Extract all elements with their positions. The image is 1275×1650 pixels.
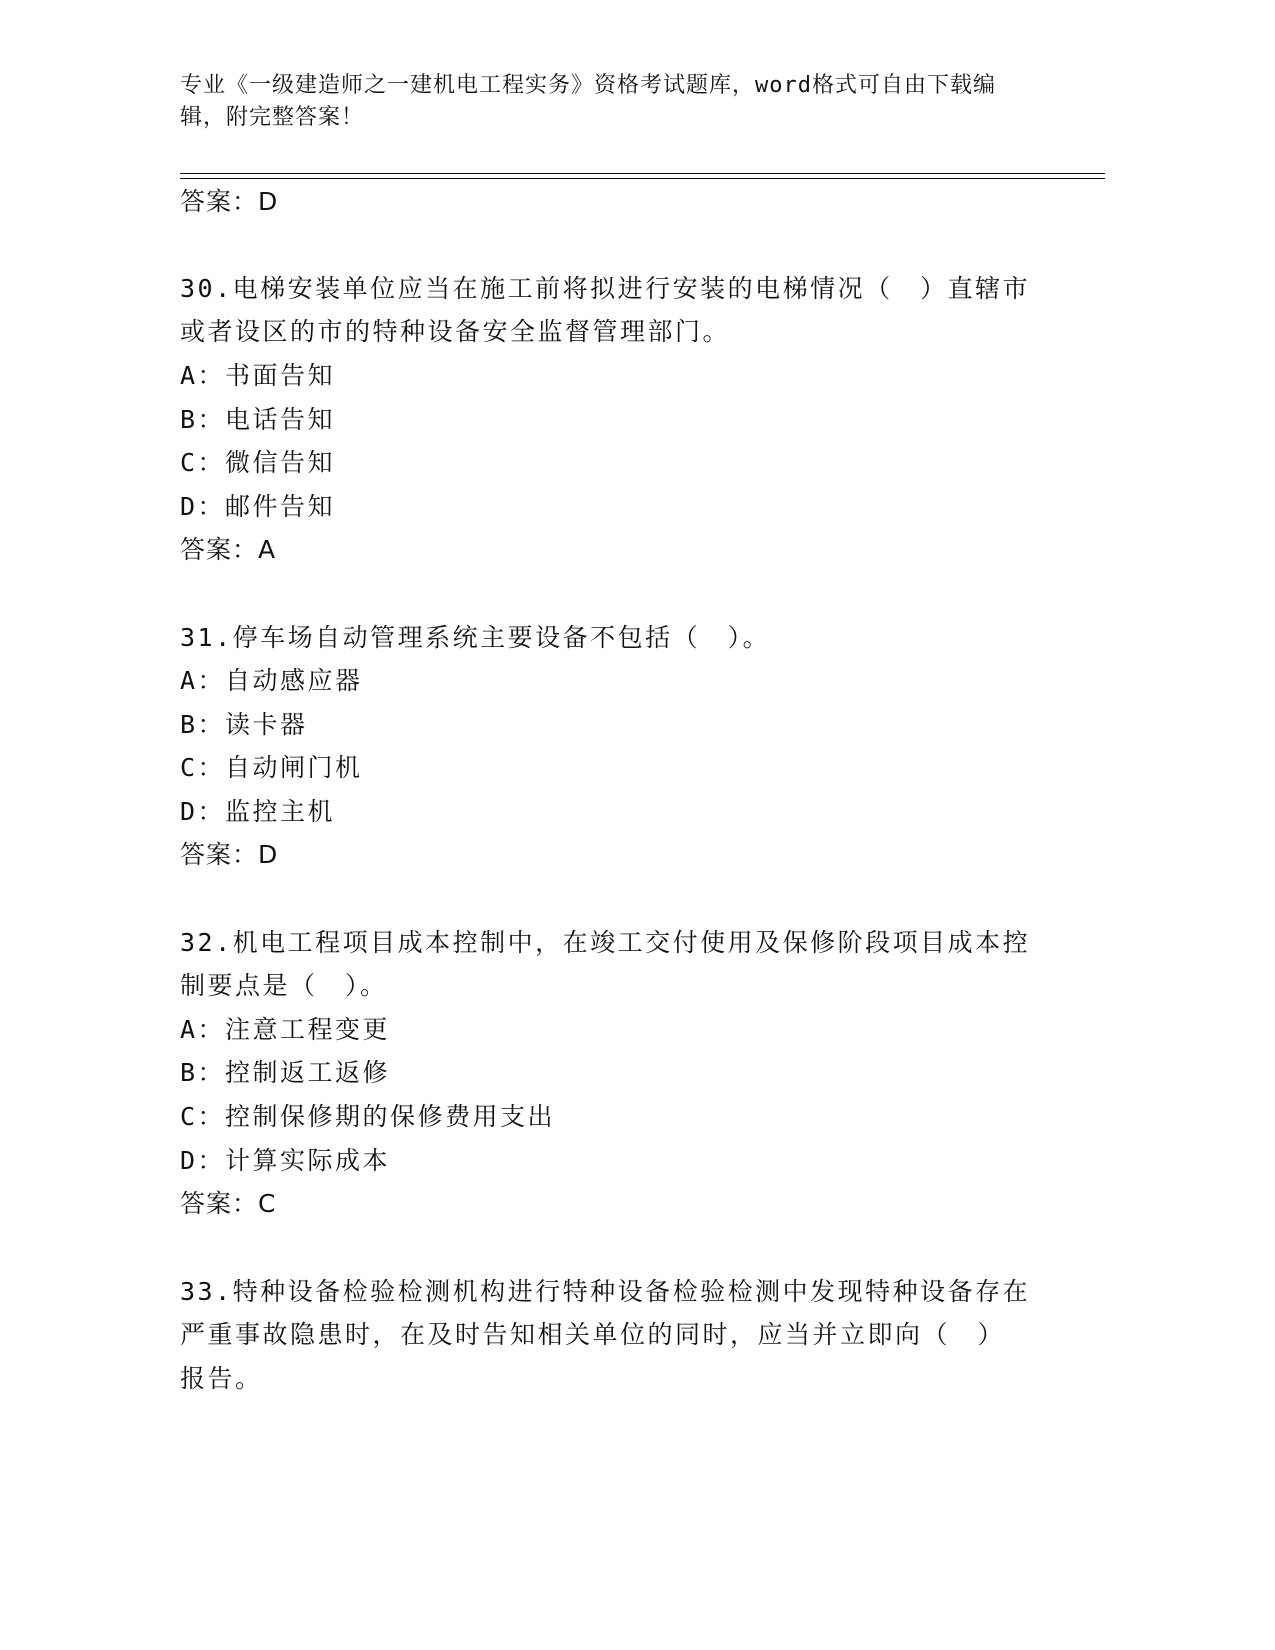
header-line-2: 辑，附完整答案！ <box>180 105 365 130</box>
question-32-stem-line-2: 制要点是（ ）。 <box>180 971 388 1000</box>
question-32-option-b: B：控制返工返修 <box>180 1058 391 1087</box>
question-33-stem-line-1: 33.特种设备检验检测机构进行特种设备检验检测中发现特种设备存在 <box>180 1277 1031 1306</box>
question-32-option-a: A：注意工程变更 <box>180 1015 391 1044</box>
question-33-stem-line-3: 报告。 <box>180 1364 263 1393</box>
question-31-option-d: D：监控主机 <box>180 797 336 826</box>
question-32-stem-line-1: 32.机电工程项目成本控制中，在竣工交付使用及保修阶段项目成本控 <box>180 928 1031 957</box>
question-31-answer: 答案：D <box>180 840 279 869</box>
previous-answer: 答案：D <box>180 187 279 216</box>
question-30-option-a: A：书面告知 <box>180 361 336 390</box>
question-30-answer: 答案：A <box>180 535 277 564</box>
question-31-option-a: A：自动感应器 <box>180 666 363 695</box>
question-30-option-d: D：邮件告知 <box>180 492 336 521</box>
question-30-stem-line-1: 30.电梯安装单位应当在施工前将拟进行安装的电梯情况（ ）直辖市 <box>180 274 1031 303</box>
question-31-option-b: B：读卡器 <box>180 710 308 739</box>
question-31-stem-line-1: 31.停车场自动管理系统主要设备不包括（ ）。 <box>180 623 771 652</box>
question-31-option-c: C：自动闸门机 <box>180 753 363 782</box>
question-32-answer: 答案：C <box>180 1189 277 1218</box>
question-33-stem-line-2: 严重事故隐患时，在及时告知相关单位的同时，应当并立即向（ ） <box>180 1320 1006 1349</box>
header-line-1: 专业《一级建造师之一建机电工程实务》资格考试题库，word格式可自由下载编 <box>180 73 996 98</box>
question-32-option-d: D：计算实际成本 <box>180 1146 391 1175</box>
question-32-option-c: C：控制保修期的保修费用支出 <box>180 1102 556 1131</box>
page-header <box>180 70 1040 134</box>
header-divider-bottom <box>180 178 1105 179</box>
question-30-option-c: C：微信告知 <box>180 448 336 477</box>
header-divider-top <box>180 173 1105 174</box>
question-30-option-b: B：电话告知 <box>180 405 336 434</box>
question-30-stem-line-2: 或者设区的市的特种设备安全监督管理部门。 <box>180 317 731 346</box>
